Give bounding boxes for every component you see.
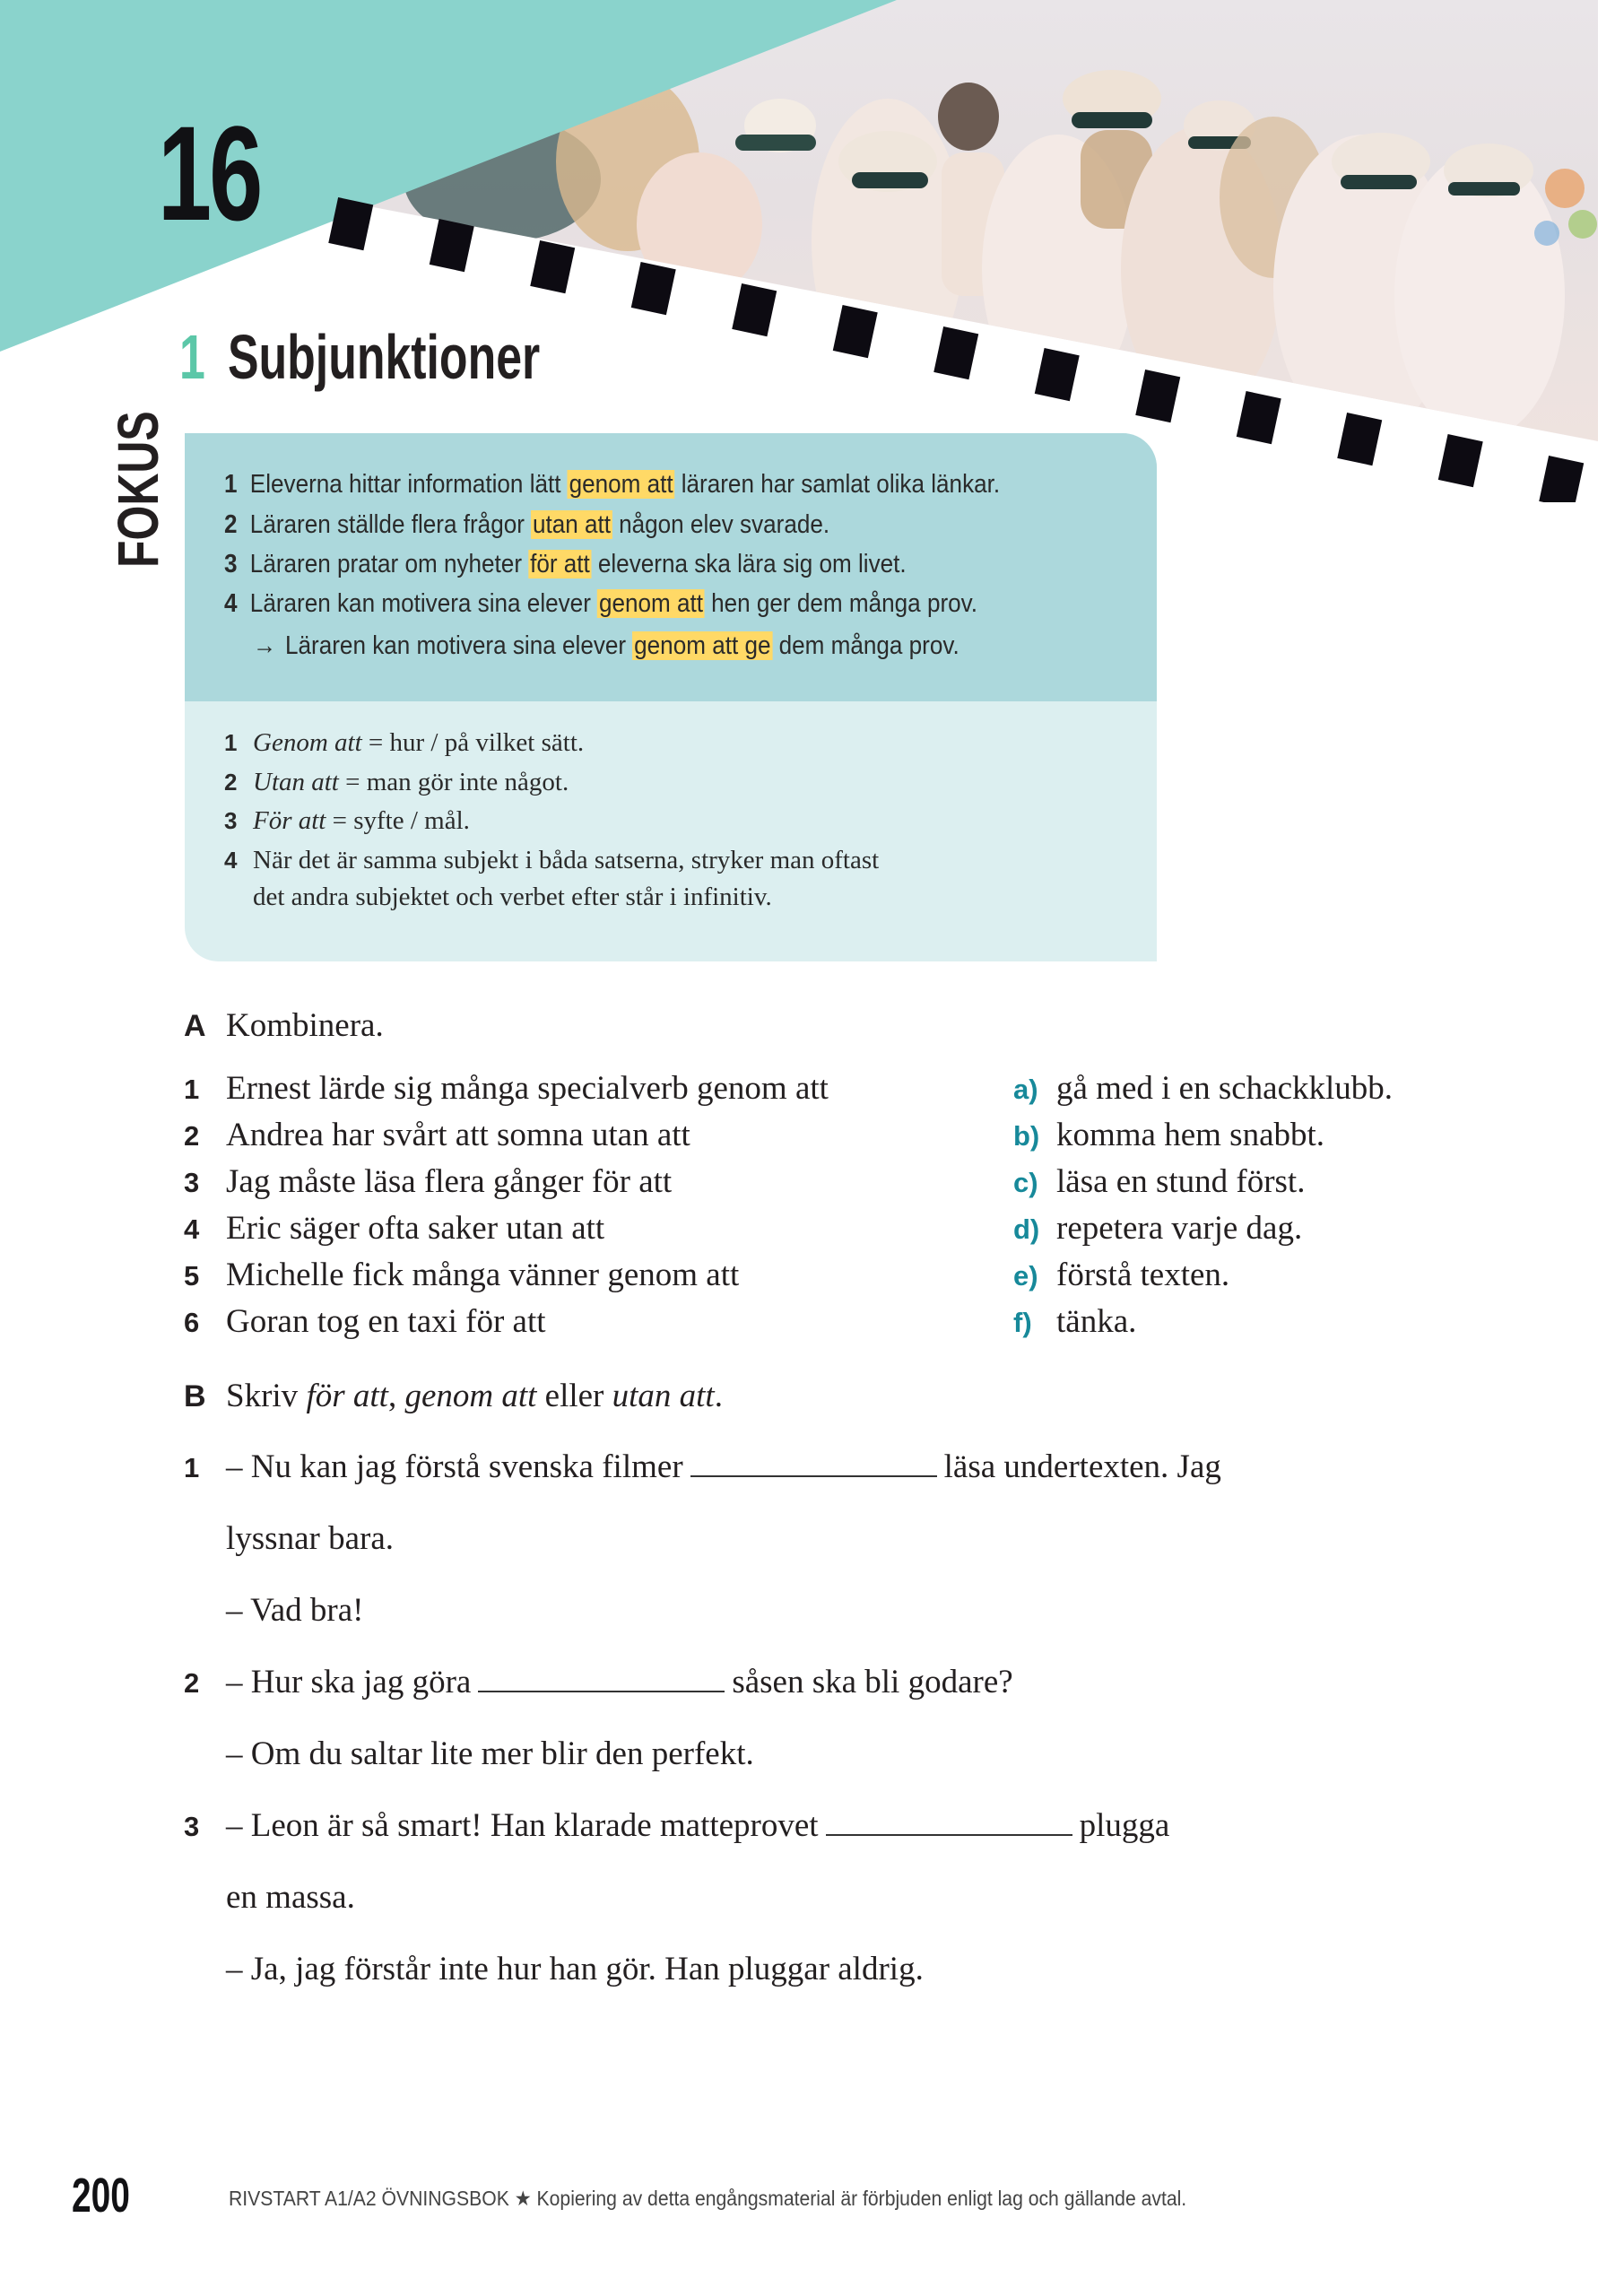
exercise-a-instruction: Kombinera. <box>226 1007 384 1044</box>
section-title: Subjunktioner <box>227 322 541 392</box>
fokus-example: 3 Läraren pratar om nyheter för att eleverna ska lära sig om livet. <box>224 550 907 578</box>
checker-stripe <box>1135 370 1180 422</box>
checker-stripe <box>430 219 474 272</box>
checker-stripe <box>1438 434 1483 487</box>
answer-blank[interactable] <box>478 1664 725 1692</box>
checker-stripe <box>1035 348 1080 401</box>
checker-stripe <box>530 240 575 293</box>
section-heading <box>179 321 540 393</box>
exercise-a-item[interactable]: 1 Ernest lärde sig många specialverb genom att <box>184 1070 829 1107</box>
book-title: RIVSTART A1/A2 ÖVNINGSBOK <box>229 2187 509 2210</box>
exercise-a-item[interactable]: 3 Jag måste läsa flera gånger för att <box>184 1163 673 1200</box>
fokus-rule: 2 Utan att = man gör inte något. <box>224 768 569 796</box>
exercise-a-option[interactable]: f) tänka. <box>1013 1303 1137 1340</box>
highlight: genom att <box>569 470 673 499</box>
exercise-a-item[interactable]: 4 Eric säger ofta saker utan att <box>184 1210 605 1247</box>
fokus-rule-continuation: det andra subjektet och verbet efter står i infinitiv. <box>253 883 772 911</box>
exercise-b-continuation: en massa. <box>226 1879 355 1916</box>
exercise-a-item[interactable]: 5 Michelle fick många vänner genom att <box>184 1257 740 1293</box>
exercise-a-item[interactable]: 2 Andrea har svårt att somna utan att <box>184 1117 690 1153</box>
exercise-a-option[interactable]: e) förstå texten. <box>1013 1257 1230 1293</box>
exercise-b-item: 3 – Leon är så smart! Han klarade matteprovet plugga <box>184 1807 1170 1844</box>
answer-blank[interactable] <box>690 1448 937 1477</box>
section-number: 1 <box>179 322 205 392</box>
fokus-examples-panel <box>185 433 1157 701</box>
highlight: genom att <box>598 589 704 618</box>
chapter-banner <box>0 0 1615 502</box>
exercise-b-item: 1 – Nu kan jag förstå svenska filmer läsa undertexten. Jag <box>184 1448 1221 1485</box>
fokus-label: FOKUS <box>106 411 170 568</box>
exercise-b-continuation: lyssnar bara. <box>226 1520 394 1557</box>
highlight: genom att ge <box>634 631 771 660</box>
checker-stripe <box>833 305 878 358</box>
exercise-a-option[interactable]: b) komma hem snabbt. <box>1013 1117 1325 1153</box>
highlight: för att <box>530 550 590 578</box>
page-number: 200 <box>72 2169 130 2222</box>
star-icon: ★ <box>514 2187 532 2210</box>
checker-stripe <box>631 262 676 315</box>
checker-stripe <box>1337 413 1382 465</box>
checker-stripe <box>933 326 978 379</box>
exercise-b-item: 2 – Hur ska jag göra såsen ska bli godare? <box>184 1664 1013 1700</box>
exercise-a-option[interactable]: d) repetera varje dag. <box>1013 1210 1303 1247</box>
fokus-example: 2 Läraren ställde flera frågor utan att någon elev svarade. <box>224 510 830 539</box>
exercise-b-reply: – Vad bra! <box>226 1592 364 1629</box>
answer-blank[interactable] <box>826 1807 1072 1836</box>
exercise-a-option[interactable]: c) läsa en stund först. <box>1013 1163 1306 1200</box>
footer-notice: RIVSTART A1/A2 ÖVNINGSBOK ★ Kopiering av detta engångsmaterial är förbjuden enligt lag och gällande avtal. <box>229 2187 1187 2210</box>
fokus-rule: 4 När det är samma subjekt i båda satserna, stryker man oftast <box>224 846 880 874</box>
checker-stripe <box>1237 391 1281 444</box>
fokus-example: 4 Läraren kan motivera sina elever genom att hen ger dem många prov. <box>224 589 978 618</box>
exercise-b-reply: – Om du saltar lite mer blir den perfekt. <box>226 1735 754 1772</box>
fokus-rule: 1 Genom att = hur / på vilket sätt. <box>224 728 585 757</box>
fokus-rule: 3 För att = syfte / mål. <box>224 806 470 835</box>
chapter-number: 16 <box>158 98 261 248</box>
checker-stripe <box>732 283 777 336</box>
exercise-b-reply: – Ja, jag förstår inte hur han gör. Han pluggar aldrig. <box>226 1951 924 1987</box>
fokus-box <box>185 433 1157 961</box>
fokus-example-rewrite: → Läraren kan motivera sina elever genom att ge dem många prov. <box>253 628 959 664</box>
exercise-b-instruction: Skriv för att, genom att eller utan att. <box>226 1378 723 1414</box>
exercise-a-option[interactable]: a) gå med i en schackklubb. <box>1013 1070 1394 1107</box>
exercise-a-label: A <box>184 1009 206 1043</box>
exercise-b-label: B <box>184 1379 206 1413</box>
checker-stripe <box>1539 456 1584 502</box>
exercise-a-item[interactable]: 6 Goran tog en taxi för att <box>184 1303 546 1340</box>
highlight: utan att <box>532 510 612 539</box>
fokus-example: 1 Eleverna hittar information lätt genom att läraren har samlat olika länkar. <box>224 470 1001 499</box>
arrow-right-icon: → <box>253 631 277 660</box>
